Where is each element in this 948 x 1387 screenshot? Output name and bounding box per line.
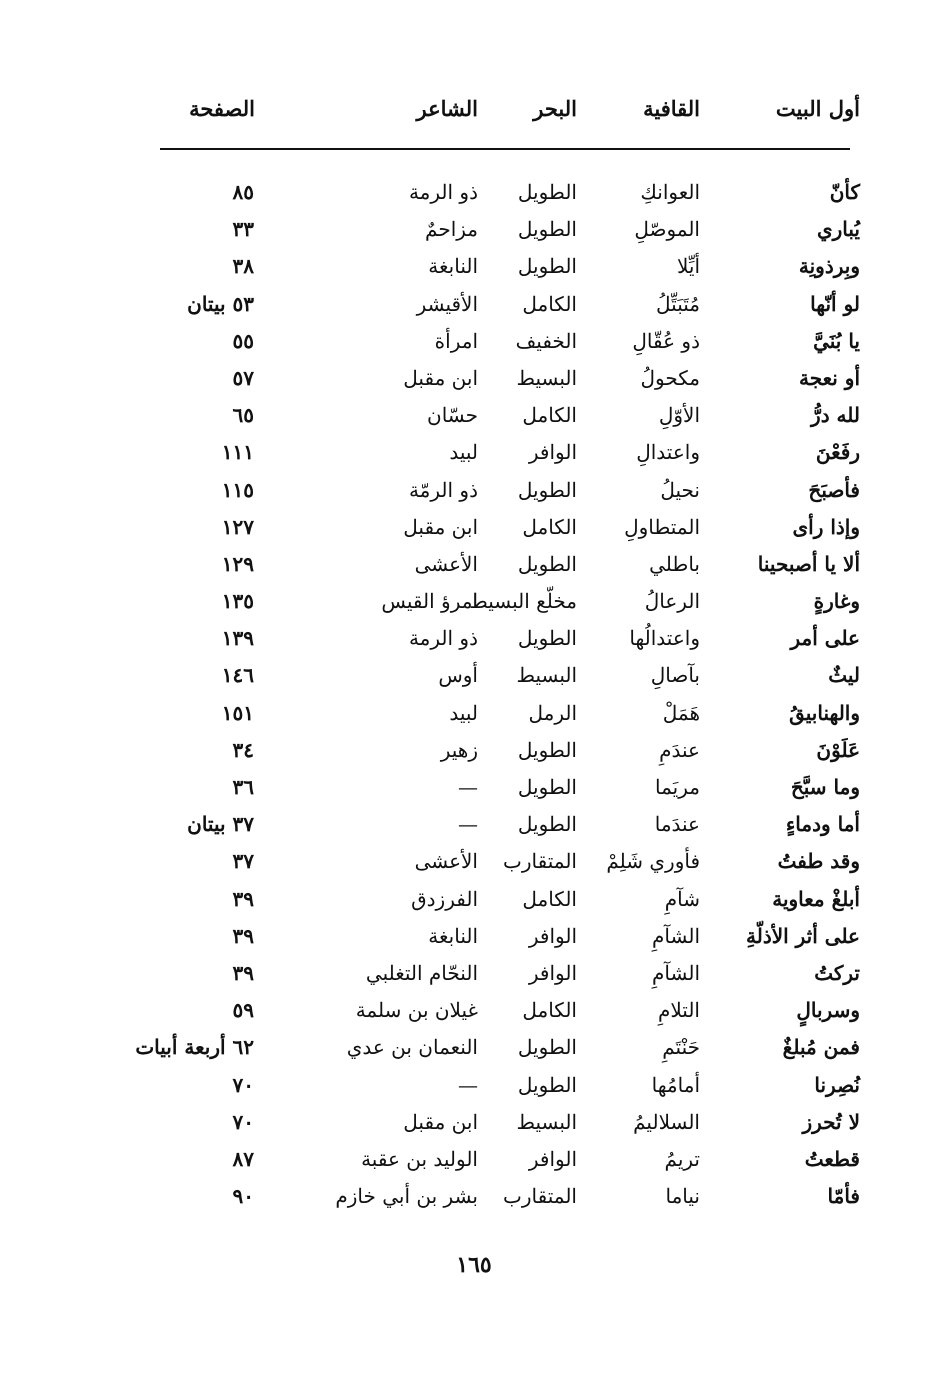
table-row xyxy=(130,213,860,250)
cell-rhyme: الشآمِ xyxy=(652,960,700,985)
cell-meter: الطويل xyxy=(517,737,577,762)
cell-rhyme: الشآمِ xyxy=(652,923,700,948)
cell-meter: الطويل xyxy=(517,217,577,242)
table-row xyxy=(130,362,860,399)
cell-meter: الخفيف xyxy=(515,328,577,353)
cell-meter: المتقارب xyxy=(503,849,577,874)
cell-meter: الطويل xyxy=(517,812,577,837)
cell-poet: النحّام التغلبي xyxy=(365,960,478,985)
cell-page: ٣٦ xyxy=(232,775,254,799)
cell-meter: البسيط xyxy=(516,663,577,688)
cell-rhyme: حَنْتَمِ xyxy=(662,1035,700,1060)
cell-first-verse: ليثٌ xyxy=(828,663,860,688)
cell-page: ٦٥ xyxy=(232,403,254,428)
table-row xyxy=(130,1069,860,1106)
cell-page: ١٢٩ xyxy=(221,551,254,576)
table-row xyxy=(130,622,860,659)
cell-page: ٣٧ بيتان xyxy=(187,812,254,837)
cell-meter: الطويل xyxy=(517,477,577,502)
table-row xyxy=(130,250,860,287)
cell-poet: الأقيشر xyxy=(416,291,478,316)
cell-first-verse: وبِرذونِة xyxy=(798,254,860,279)
cell-rhyme: الموصّلِ xyxy=(634,217,700,242)
cell-page: ١٣٥ xyxy=(221,589,254,614)
cell-first-verse: فمن مُبلغٌ xyxy=(782,1035,860,1060)
cell-first-verse: أبلغْ معاوية xyxy=(772,886,860,911)
cell-rhyme: باطلي xyxy=(649,551,700,576)
header-first-verse: أول البيت xyxy=(775,96,860,121)
cell-rhyme: نياما xyxy=(665,1184,700,1209)
cell-rhyme: عندَما xyxy=(654,812,700,837)
cell-meter: الوافر xyxy=(528,440,577,465)
cell-poet: الأعشى xyxy=(414,849,478,874)
cell-meter: الوافر xyxy=(528,960,577,985)
table-row xyxy=(130,1180,860,1217)
cell-rhyme: عندَمِ xyxy=(659,737,700,762)
cell-first-verse: قطعتُ xyxy=(804,1146,860,1171)
cell-poet: ذو الرمّة xyxy=(408,477,478,502)
table-row xyxy=(130,697,860,734)
cell-first-verse: وغارةٍ xyxy=(813,589,860,614)
table-row xyxy=(130,994,860,1031)
cell-meter: الكامل xyxy=(522,886,577,911)
table-row xyxy=(130,1106,860,1143)
cell-meter: الكامل xyxy=(522,998,577,1023)
cell-meter: البسيط xyxy=(516,1109,577,1134)
cell-meter: الكامل xyxy=(522,403,577,428)
cell-meter: الطويل xyxy=(517,180,577,204)
cell-poet: ابن مقبل xyxy=(403,365,478,390)
table-row xyxy=(130,399,860,436)
cell-first-verse: أما ودماءٍ xyxy=(785,812,860,837)
cell-page: ١٤٦ xyxy=(221,663,254,688)
cell-page: ١٢٧ xyxy=(221,514,254,539)
cell-page: ٥٧ xyxy=(232,365,254,390)
cell-first-verse: يُباري xyxy=(816,217,860,242)
cell-first-verse: كأنّ xyxy=(829,180,860,204)
cell-meter: المتقارب xyxy=(503,1184,577,1209)
cell-rhyme: هَمَلْ xyxy=(662,700,700,725)
cell-poet: بشر بن أبي خازم xyxy=(335,1184,478,1209)
cell-page: ٣٣ xyxy=(232,217,254,242)
cell-first-verse: فأمّا xyxy=(827,1184,860,1209)
cell-meter: الطويل xyxy=(517,551,577,576)
cell-page: ٦٢ أربعة أبيات xyxy=(135,1035,254,1060)
cell-page: ٣٨ xyxy=(232,254,254,279)
cell-first-verse: وسربالٍ xyxy=(796,998,860,1023)
cell-rhyme: العوانكِ xyxy=(640,180,700,204)
cell-poet: النابغة xyxy=(428,923,478,948)
table-row xyxy=(130,920,860,957)
table-row xyxy=(130,845,860,882)
cell-rhyme: أمامُها xyxy=(651,1072,700,1097)
cell-page: ١١١ xyxy=(221,440,254,465)
cell-poet: الوليد بن عقبة xyxy=(361,1146,478,1171)
cell-rhyme: بآصالِ xyxy=(650,663,700,688)
cell-poet: النعمان بن عدي xyxy=(346,1035,478,1060)
table-row xyxy=(130,548,860,585)
cell-page: ٧٠ xyxy=(232,1072,254,1097)
page-number: ١٦٥ xyxy=(456,1252,492,1278)
table-row xyxy=(130,325,860,362)
cell-first-verse: على أثر الأذلّةِ xyxy=(746,923,860,948)
cell-meter: الكامل xyxy=(522,291,577,316)
cell-meter: الطويل xyxy=(517,775,577,799)
cell-meter: الطويل xyxy=(517,626,577,651)
cell-page: ١١٥ xyxy=(221,477,254,502)
cell-poet: مزاحمٌ xyxy=(425,217,478,242)
verse-index-table xyxy=(130,176,860,1217)
cell-poet: أوس xyxy=(438,663,478,688)
cell-first-verse: عَلَوْنَ xyxy=(816,737,860,762)
table-row xyxy=(130,734,860,771)
cell-rhyme: الرعالُ xyxy=(644,589,700,614)
cell-first-verse: لا تُحرز xyxy=(802,1109,860,1134)
cell-first-verse: رفَعْنَ xyxy=(815,440,860,465)
cell-page: ٣٩ xyxy=(232,960,254,985)
cell-rhyme: فأوري شَلِمْ xyxy=(606,849,700,874)
cell-rhyme: واعتدالِ xyxy=(636,440,700,465)
cell-first-verse: تركتُ xyxy=(814,960,860,985)
cell-rhyme: شآمِ xyxy=(664,886,700,911)
cell-poet: لبيد xyxy=(449,700,478,725)
cell-first-verse: والهنابيقُ xyxy=(789,700,860,725)
cell-poet: امرؤ القيس xyxy=(381,589,478,614)
cell-rhyme: التلامِ xyxy=(657,998,700,1023)
cell-first-verse: يا بُنَيَّ xyxy=(813,328,860,353)
cell-meter: الوافر xyxy=(528,923,577,948)
cell-poet: غيلان بن سلمة xyxy=(355,998,478,1023)
cell-page: ٣٧ xyxy=(232,849,254,874)
header-page: الصفحة xyxy=(189,96,255,121)
cell-meter: الطويل xyxy=(517,1035,577,1060)
cell-first-verse: ألا يا أصبحينا xyxy=(757,551,860,576)
table-row xyxy=(130,957,860,994)
cell-poet: حسّان xyxy=(427,403,478,428)
header-divider xyxy=(160,148,850,150)
cell-meter: الكامل xyxy=(522,514,577,539)
header-meter: البحر xyxy=(533,96,577,121)
cell-poet: الأعشى xyxy=(414,551,478,576)
cell-poet: لبيد xyxy=(449,440,478,465)
header-poet: الشاعر xyxy=(416,96,478,121)
table-row xyxy=(130,1031,860,1068)
cell-meter: مخلّع البسيط xyxy=(469,589,577,614)
cell-first-verse: وإذا رأى xyxy=(792,514,860,539)
cell-rhyme: مُتَبَتِّلُ xyxy=(656,291,700,316)
header-rhyme: القافية xyxy=(643,96,700,121)
table-row xyxy=(130,771,860,808)
cell-poet: ذو الرمة xyxy=(408,626,478,651)
cell-rhyme: نحيلُ xyxy=(660,477,700,502)
cell-poet: الفرزدق xyxy=(411,886,478,911)
cell-poet: ابن مقبل xyxy=(403,514,478,539)
cell-page: ٨٧ xyxy=(232,1146,254,1171)
table-row xyxy=(130,585,860,622)
cell-page: ٣٤ xyxy=(232,737,254,762)
cell-page: ٥٥ xyxy=(232,328,254,353)
table-row xyxy=(130,511,860,548)
table-row xyxy=(130,288,860,325)
cell-first-verse: فأصبَحَ xyxy=(808,477,860,502)
cell-poet: ابن مقبل xyxy=(403,1109,478,1134)
cell-rhyme: السلاليمُ xyxy=(633,1109,700,1134)
table-row xyxy=(130,808,860,845)
cell-meter: الرمل xyxy=(528,700,577,725)
cell-meter: الوافر xyxy=(528,1146,577,1171)
cell-page: ٣٩ xyxy=(232,923,254,948)
table-header xyxy=(150,96,860,136)
cell-page: ٣٩ xyxy=(232,886,254,911)
cell-page: ١٥١ xyxy=(221,700,254,725)
cell-poet: امرأة xyxy=(434,328,478,353)
cell-poet: زهير xyxy=(440,737,478,762)
cell-poet: النابغة xyxy=(428,254,478,279)
cell-poet: ذو الرمة xyxy=(408,180,478,204)
table-row xyxy=(130,474,860,511)
table-row xyxy=(130,1143,860,1180)
cell-first-verse: وقد طفتُ xyxy=(777,849,860,874)
table-row xyxy=(130,883,860,920)
cell-poet: — xyxy=(458,812,478,837)
cell-page: ٧٠ xyxy=(232,1109,254,1134)
cell-rhyme: الأوّلِ xyxy=(658,403,700,428)
cell-page: ٥٩ xyxy=(232,998,254,1023)
cell-rhyme: أيِّلا xyxy=(676,254,700,279)
table-row xyxy=(130,436,860,473)
cell-rhyme: مكحولُ xyxy=(640,365,700,390)
cell-first-verse: على أمر xyxy=(790,626,860,651)
cell-rhyme: تريمُ xyxy=(664,1146,700,1171)
cell-meter: الطويل xyxy=(517,254,577,279)
cell-rhyme: مريَما xyxy=(655,775,700,799)
table-row xyxy=(130,176,860,213)
table-row xyxy=(130,659,860,696)
cell-first-verse: نُصِرنا xyxy=(814,1072,860,1097)
cell-meter: الطويل xyxy=(517,1072,577,1097)
cell-page: ٨٥ xyxy=(232,180,254,204)
cell-rhyme: واعتدالُها xyxy=(629,626,700,651)
cell-rhyme: ذو عُقّالِ xyxy=(632,328,700,353)
cell-page: ٩٠ xyxy=(232,1184,254,1209)
cell-page: ٥٣ بيتان xyxy=(187,291,254,316)
cell-first-verse: لله درُّ xyxy=(811,403,860,428)
cell-poet: — xyxy=(458,1072,478,1097)
cell-first-verse: أو نعجة xyxy=(798,365,860,390)
cell-rhyme: المتطاولِ xyxy=(624,514,700,539)
cell-poet: — xyxy=(458,775,478,799)
cell-first-verse: لو أنّها xyxy=(810,291,860,316)
cell-first-verse: وما سبَّحَ xyxy=(790,775,860,799)
cell-meter: البسيط xyxy=(516,365,577,390)
cell-page: ١٣٩ xyxy=(221,626,254,651)
